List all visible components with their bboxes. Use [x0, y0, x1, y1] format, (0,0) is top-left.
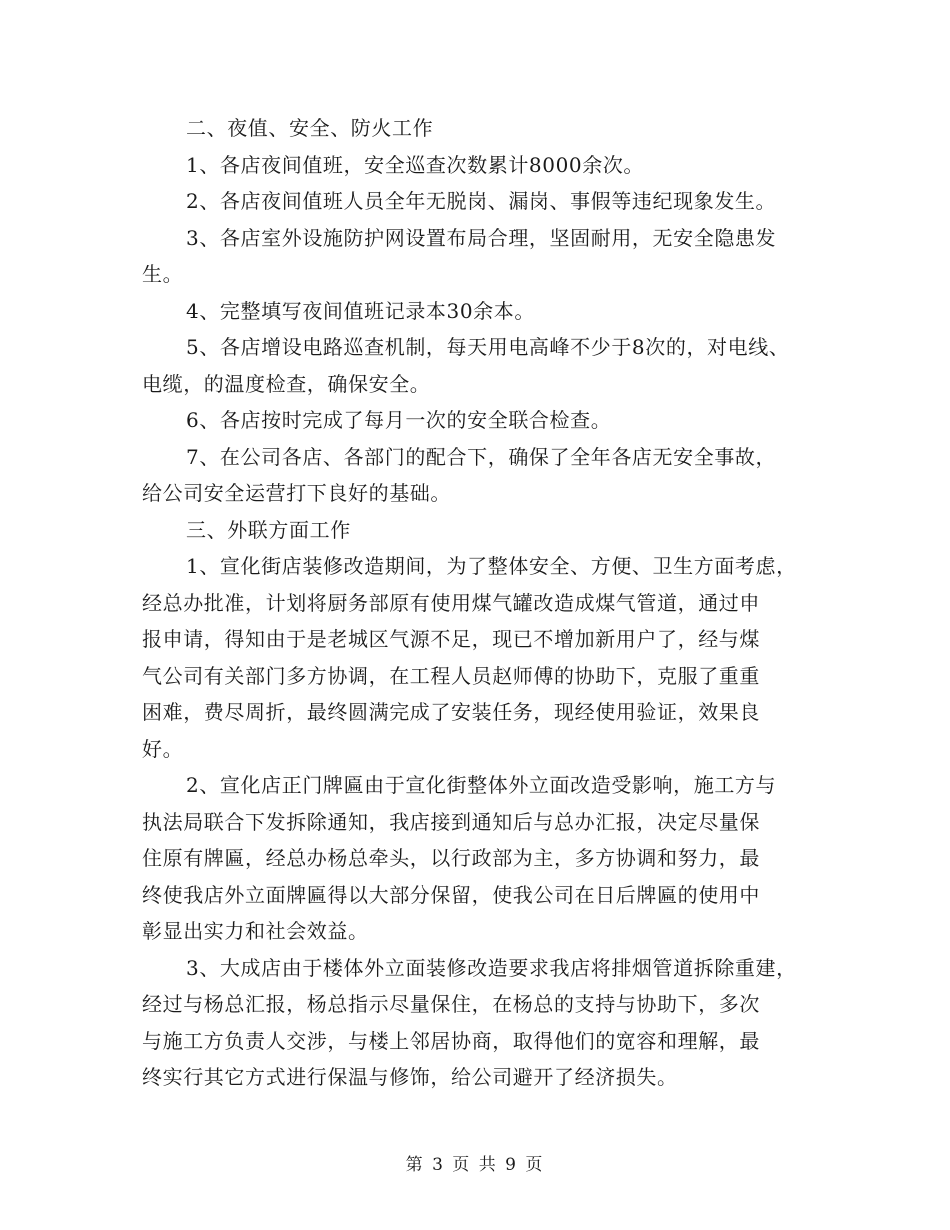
- document-body: [142, 110, 822, 1096]
- text-line: 二、夜值、安全、防火工作: [186, 116, 434, 140]
- text-line: 5、各店增设电路巡查机制，每天用电高峰不少于8次的，对电线、: [186, 335, 790, 359]
- text-line: 2、各店夜间值班人员全年无脱岗、漏岗、事假等违纪现象发生。: [186, 189, 777, 213]
- text-line: 1、宣化街店装修改造期间，为了整体安全、方便、卫生方面考虑，: [186, 554, 797, 578]
- text-line: 3、大成店由于楼体外立面装修改造要求我店将排烟管道拆除重建，: [186, 955, 797, 980]
- text-line: 困难，费尽周折，最终圆满完成了安装任务，现经使用验证，效果良: [142, 700, 760, 724]
- text-line: 6、各店按时完成了每月一次的安全联合检查。: [186, 408, 612, 432]
- text-line: 2、宣化店正门牌匾由于宣化街整体外立面改造受影响，施工方与: [186, 773, 777, 797]
- text-line: 住原有牌匾，经总办杨总牵头，以行政部为主，多方协调和努力，最: [142, 846, 760, 870]
- text-line: 彰显出实力和社会效益。: [142, 919, 369, 943]
- text-line: 三、外联方面工作: [186, 517, 351, 542]
- text-line: 电缆，的温度检查，确保安全。: [142, 371, 431, 396]
- text-line: 好。: [142, 736, 184, 761]
- text-line: 报申请，得知由于是老城区气源不足，现已不增加新用户了，经与煤: [142, 627, 760, 651]
- text-line: 经总办批准，计划将厨务部原有使用煤气罐改造成煤气管道，通过申: [142, 590, 760, 615]
- page-footer: 第 3 页 共 9 页: [405, 1155, 545, 1175]
- text-line: 7、在公司各店、各部门的配合下，确保了全年各店无安全事故，: [186, 444, 777, 469]
- text-line: 生。: [142, 262, 184, 286]
- text-line: 4、完整填写夜间值班记录本30余本。: [186, 298, 535, 323]
- text-line: 终使我店外立面牌匾得以大部分保留，使我公司在日后牌匾的使用中: [142, 882, 760, 907]
- text-line: 与施工方负责人交涉，与楼上邻居协商，取得他们的宽容和理解，最: [142, 1028, 760, 1053]
- text-line: 气公司有关部门多方协调，在工程人员赵师傅的协助下，克服了重重: [142, 663, 760, 688]
- text-line: 给公司安全运营打下良好的基础。: [142, 481, 451, 505]
- text-line: 执法局联合下发拆除通知，我店接到通知后与总办汇报，决定尽量保: [142, 809, 760, 834]
- text-line: 终实行其它方式进行保温与修饰，给公司避开了经济损失。: [142, 1065, 678, 1089]
- text-line: 3、各店室外设施防护网设置布局合理，坚固耐用，无安全隐患发: [186, 225, 777, 250]
- text-line: 经过与杨总汇报，杨总指示尽量保住，在杨总的支持与协助下，多次: [142, 992, 760, 1016]
- text-line: 1、各店夜间值班，安全巡查次数累计8000余次。: [186, 152, 645, 177]
